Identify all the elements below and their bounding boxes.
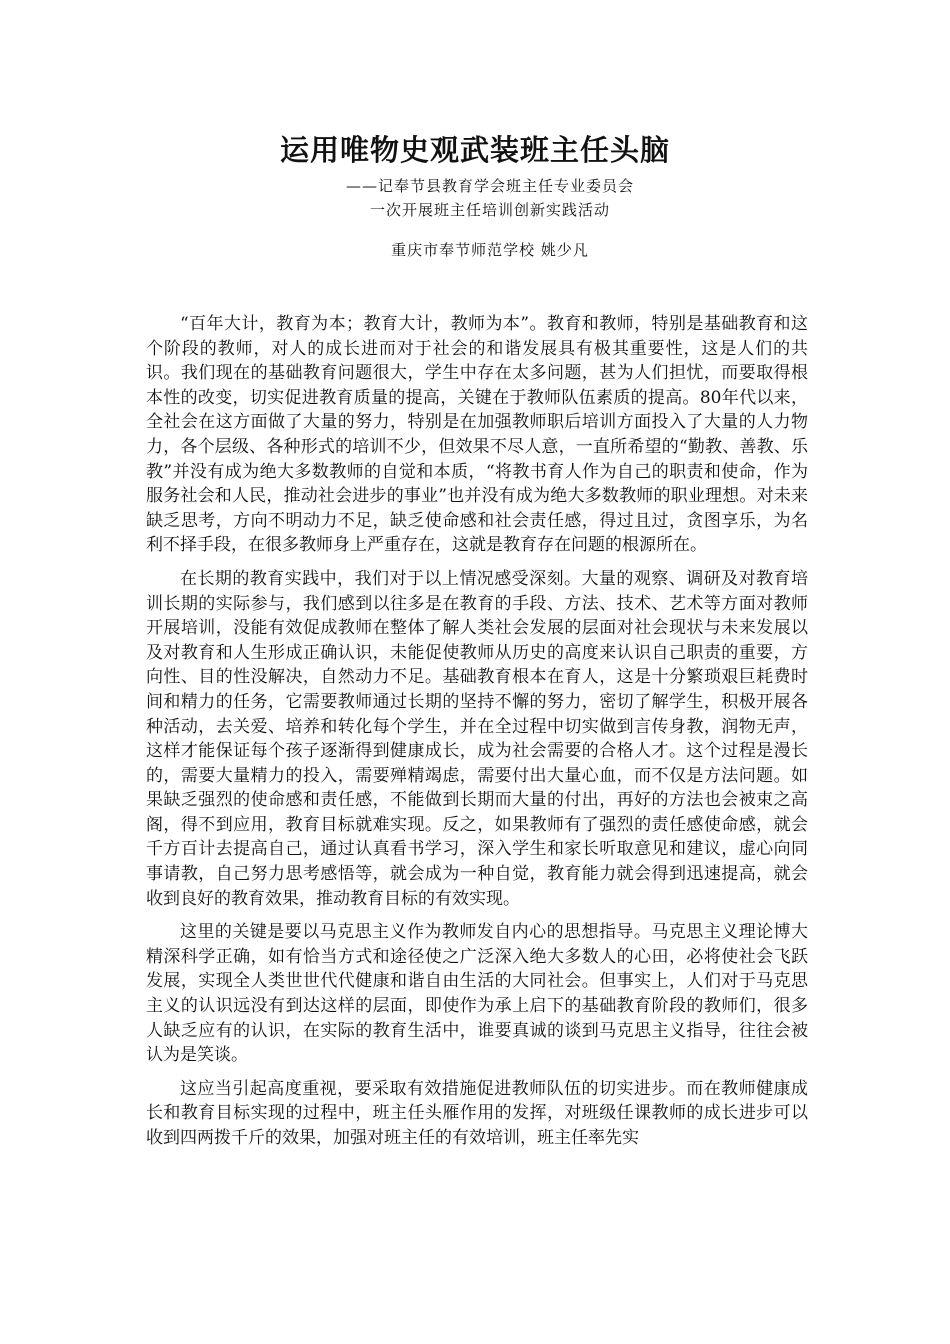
body-paragraph: 这里的关键是要以马克思主义作为教师发自内心的思想指导。马克思主义理论博大精深科学正确，如有恰当方式和途径使之广泛深入绝大多数人的心田，必将使社会飞跃发展，实现全人类世世代代健康和谐自由生活的大同社会。但事实上，人们对于马克思主义的认识远没有到达这样的层面，即使作为承上启下的基础教育阶段的教师们，很多人缺乏应有的认识，在实际的教育生活中，谁要真诚的谈到马克思主义指导，往往会被认为是笑谈。 [146,922,808,1066]
document-subtitle-line2: 一次开展班主任培训创新实践活动 [369,201,610,219]
body-paragraph: 在长期的教育实践中，我们对于以上情况感受深刻。大量的观察、调研及对教育培训长期的实际参与，我们感到以往多是在教育的手段、方法、技术、艺术等方面对教师开展培训，没能有效促成教师在整体了解人类社会发展的层面对社会现状与未来发展以及对教育和人生形成正确认识，未能促使教师从历史的高度来认识自己职责的重要，方向性、目的性没解决，自然动力不足。基础教育根本在育人，这是十分繁琐艰巨耗费时间和精力的任务，它需要教师通过长期的坚持不懈的努力，密切了解学生，积极开展各种活动，去关爱、培养和转化每个学生，并在全过程中切实做到言传身教，润物无声，这样才能保证每个孩子逐渐得到健康成长，成为社会需要的合格人才。这个过程是漫长的，需要大量精力的投入，需要殚精竭虑，需要付出大量心血，而不仅是方法问题。如果缺乏强烈的使命感和责任感，不能做到长期而大量的付出，再好的方法也会被束之高阁，得不到应用，教育目标就难实现。反之，如果教师有了强烈的责任感使命感，就会千方百计去提高自己，通过认真看书学习，深入学生和家长听取意见和建议，虚心向同事请教，自己努力思考感悟等，就会成为一种自觉，教育能力就会得到迅速提高，就会收到良好的教育效果，推动教育目标的有效实现。 [146,568,808,909]
body-paragraph: 这应当引起高度重视，要采取有效措施促进教师队伍的切实进步。而在教师健康成长和教育目标实现的过程中，班主任头雁作用的发挥，对班级任课教师的成长进步可以收到四两拨千斤的效果，加强对班主任的有效培训，班主任率先实 [146,1078,808,1148]
document-subtitle-line1: ——记奉节县教育学会班主任专业委员会 [345,177,634,195]
document-author: 重庆市奉节师范学校 姚少凡 [391,241,589,259]
document-body [146,312,808,1160]
document-title: 运用唯物史观武装班主任头脑 [279,133,670,167]
body-paragraph: “百年大计，教育为本；教育大计，教师为本”。教育和教师，特别是基础教育和这个阶段的教师，对人的成长进而对于社会的和谐发展具有极其重要性，这是人们的共识。我们现在的基础教育问题很大，学生中存在太多问题，甚为人们担忧，而要取得根本性的改变，切实促进教育质量的提高，关键在于教师队伍素质的提高。80年代以来，全社会在这方面做了大量的努力，特别是在加强教师职后培训方面投入了大量的人力物力，各个层级、各种形式的培训不少，但效果不尽人意，一直所希望的“勤教、善教、乐教”并没有成为绝大多数教师的自觉和本质，“将教书育人作为自己的职责和使命，作为服务社会和人民，推动社会进步的事业”也并没有成为绝大多数教师的职业理想。对未来缺乏思考，方向不明动力不足，缺乏使命感和社会责任感，得过且过，贪图享乐，为名利不择手段，在很多教师身上严重存在，这就是教育存在问题的根源所在。 [146,314,808,556]
